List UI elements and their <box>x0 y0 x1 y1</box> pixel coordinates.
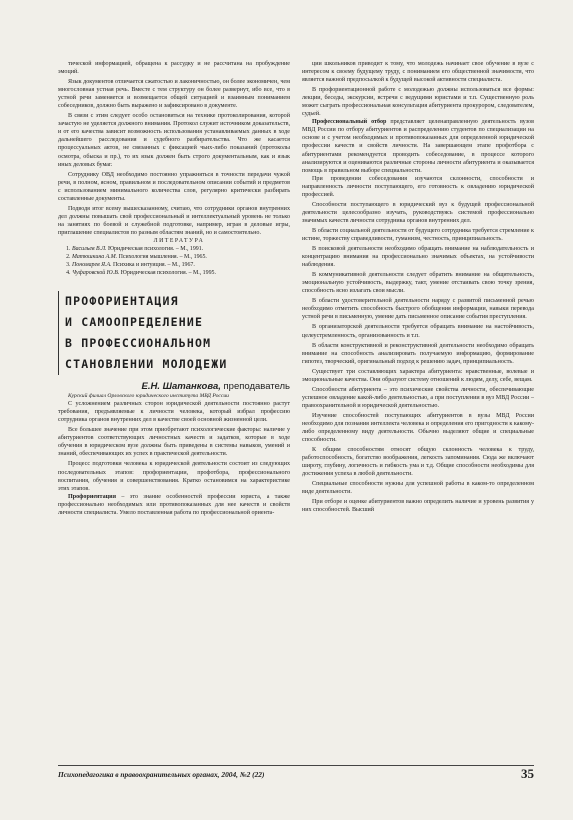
page-footer <box>58 765 534 782</box>
body-paragraph: В организаторской деятельности требуется обращать внимание на настойчивость, целеустремленность, организованность и т.п. <box>302 324 534 339</box>
proforientation-text: – это знание особенностей профессии юриста, а также профессионально необходимых или противопоказанных для нее качеств и свойств личности специалиста. Умело поставленная работа по профессиональной ориента- <box>58 493 290 516</box>
author-line <box>58 383 290 391</box>
body-paragraph: Язык документов отличается сжатостью и лаконичностью, он более экономичен, чем многословная устная речь. Вместе с тем структуру он более развернут, ибо все, что в устной речи заменяется и возмещается общей ситуацией и взаимным пониманием собеседников, должно быть выражено и зафиксировано в документе. <box>58 79 290 110</box>
proforientation-paragraph <box>58 493 290 517</box>
body-paragraph: При отборе и оценке абитуриентов важно определить наличие и уровень развития у них способностей. Высший <box>302 499 534 514</box>
literature-author: Пономарев Я.А. <box>72 262 112 269</box>
body-paragraph: В связи с этим следует особо остановиться на технике протоколирования, которой зачастую не уделяется должного внимания. Протокол служит источником доказательств, и от его качества зависит возможность использования устанавливаемых данных в ходе дальнейшего расследования и судебного разбирательства. Что же касается процессуальных актов, не связанных с фиксацией чьих-либо показаний (протоколы осмотра, обыска и пр.), то их язык должен быть строго документальным, как и язык иных деловых бумаг. <box>58 113 290 168</box>
body-paragraph: Специальные способности нужны для успешной работы в каком-то определенном виде деятельности. <box>302 481 534 496</box>
profotbor-label: Профессиональный отбор <box>312 119 387 126</box>
body-paragraph: Все большее значение при этом приобретают психологические факторы: наличие у абитуриентов соответствующих личностных качеств и задатков, которые в ходе обучения в юридическом вузе должны быть приведены в системы навыков, умений и знаний, обеспечивающих их успех в практической деятельности. <box>58 427 290 458</box>
left-column <box>58 60 290 755</box>
literature-section <box>58 237 290 277</box>
page-number: 35 <box>521 766 534 781</box>
title-line-4: СТАНОВЛЕНИИ МОЛОДЕЖИ <box>65 357 228 372</box>
body-paragraph: Изучение способностей поступающих абитуриентов в вузы МВД России необходимо для познания интеллекта человека и определения его пригодности к какому-либо определенному виду деятельности. Обычно выделяют общие и специальные способности. <box>302 412 534 444</box>
right-column <box>302 60 534 758</box>
body-paragraph: В поисковой деятельности необходимо обращать внимание на наблюдательность и концентрацию внимания на профессионально значимых объектах, на устойчивости наблюдения. <box>302 246 534 269</box>
body-paragraph: В области конструктивной и реконструктивной деятельности необходимо обращать внимание на способность анализировать получаемую информацию, формирование гипотез, творческий, оригинальный подход к решению задач, принципиальность. <box>302 342 534 365</box>
right-paragraphs-a <box>302 60 534 118</box>
author-affiliation: Курский филиал Орловского юридического института МВД России <box>68 393 229 400</box>
author-name: Е.Н. Шатанкова, <box>141 381 221 393</box>
body-paragraph: Подводя итог всему вышесказанному, считаю, что сотрудники органов внутренних дел должны повышать свой профессиональный и интеллектуальный уровень не только на занятиях по боевой и служебной подготовке, например, играя в деловые игры, приглашение специалистов по разным областям знаний, но и самостоятельно. <box>58 205 290 236</box>
literature-author: Васильев В.Л. <box>72 246 107 253</box>
literature-item <box>72 261 290 269</box>
left-bottom-paragraphs <box>58 400 290 493</box>
body-paragraph: Существует три составляющих характера абитуриента: нравственные, волевые и эмоциональные качества. Они образуют систему отношений к людям, делу, себе, вещам. <box>302 368 534 383</box>
literature-title: Психика и интуиция. – М., 1967. <box>111 262 195 269</box>
journal-title: Психопедагогика в правоохранительных органах, 2004, №2 (22) <box>58 770 265 779</box>
left-top-paragraphs <box>58 60 290 237</box>
literature-title: Юридическая психология. – М., 1991. <box>106 246 204 253</box>
literature-item <box>72 245 290 253</box>
body-paragraph: В коммуникативной деятельности следует обратить внимание на общительность, эмоциональную устойчивость, выдержку, такт, умение отстаивать свою точку зрения, способность ясно излагать свои мысли. <box>302 272 534 295</box>
body-paragraph: Способности поступающего в юридический вуз к будущей профессиональной деятельности целесообразно изучать, руководствуясь системой профессионально значимых качеств личности сотрудника органов внутренних дел. <box>302 201 534 224</box>
profotbor-paragraph <box>302 118 534 174</box>
article-title <box>58 291 290 375</box>
body-paragraph: Сотруднику ОВД необходимо постоянно упражняться в точности передачи чужой речи, в полном, ясном, правильном и последовательном описании событий и предметов с использованием минимального количества слов, регулярно критически разбирать составленные документы. <box>58 171 290 202</box>
body-paragraph: тической информацией, обращена к рассудку и не рассчитана на пробуждение эмоций. <box>58 61 290 76</box>
body-paragraph: Процесс подготовки человека к юридической деятельности состоит из следующих последовательных этапов: профориентации, профотбора, профессионального воспитания, обучения и совершенствования. Кратко остановимся на характеристике этих этапов. <box>58 461 290 492</box>
literature-heading: ЛИТЕРАТУРА <box>153 237 205 244</box>
literature-title: Психология мышления. – М., 1965. <box>117 254 207 261</box>
body-paragraph: К общим способностям относят общую склонность человека к труду, работоспособность, богатство воображения, легкость запоминания. Сюда же включают широту, глубину, логичность и гибкость ума и т.д. Общие способности необходимы для достижения успеха в любой деятельности. <box>302 447 534 478</box>
body-paragraph: В области удостоверительной деятельности наряду с развитой письменной речью необходимо отметить способность быстрого обобщения информации, навыки перевода устной речи в письменную, умение дать письменное описание события преступления. <box>302 298 534 321</box>
literature-item <box>72 253 290 261</box>
literature-author: Чуфаровской Ю.В. <box>72 270 120 277</box>
title-line-3: В ПРОФЕССИОНАЛЬНОМ <box>65 336 212 351</box>
body-paragraph: С усложнением различных сторон юридической деятельности постоянно растут требования, предъявляемые к личности человека, который избрал профессию сотрудника органов внутренних дел в качестве своей основной жизненной цели. <box>58 401 290 424</box>
literature-list <box>58 245 290 277</box>
title-line-1: ПРОФОРИЕНТАЦИЯ <box>65 294 179 309</box>
author-role: преподаватель <box>220 381 290 393</box>
body-paragraph: В области социальной деятельности от будущего сотрудника требуется стремление к истине, торжеству справедливости, гуманизм, честность, принципиальность. <box>302 227 534 242</box>
body-paragraph: Способности абитуриента – это психические свойства личности, обеспечивающие успешное овладение какой-либо деятельностью, а при поступлении в вуз МВД России – правоохранительной и юридической деятельностью. <box>302 386 534 409</box>
body-paragraph: При проведении собеседования изучаются склонности, способности и направленность личности поступающего, его готовность к овладению юридической профессией. <box>302 175 534 198</box>
body-paragraph: В профориентационной работе с молодежью должны использоваться все формы: лекции, беседы, экскурсии, встречи с ведущими юристами и т.п. Существенную роль может сыграть профессиональная консультация абитуриента прокурором, следователем, судьей. <box>302 87 534 118</box>
title-line-2: И САМООПРЕДЕЛЕНИЕ <box>65 315 204 330</box>
literature-title: Юридическая психология. – М., 1995. <box>119 270 216 277</box>
literature-author: Матюшкина А.М. <box>72 254 118 261</box>
proforientation-label: Профориентация <box>68 493 116 500</box>
body-paragraph: ции школьников приводит к тому, что молодежь начинает свое обучение в вузе с интересом к своему будущему труду, с пониманием его общественной значимости, что является важной предпосылкой к будущей высокой активности специалиста. <box>302 61 534 84</box>
profotbor-text: представляет целенаправленную деятельность вузов МВД России по отбору абитуриентов и распределению студентов по специализации на основе и с учетом необходимых и противопоказанных для определенной юридической профессии качеств и свойств личности. На завершающем этапе профотбора с абитуриентами рекомендуется проводить собеседование, в процессе которого анализируются и оцениваются различные стороны личности абитуриента и оказывается помощь в правильном выборе специальности. <box>302 119 534 174</box>
right-paragraphs-b <box>302 175 534 515</box>
literature-item <box>72 269 290 277</box>
